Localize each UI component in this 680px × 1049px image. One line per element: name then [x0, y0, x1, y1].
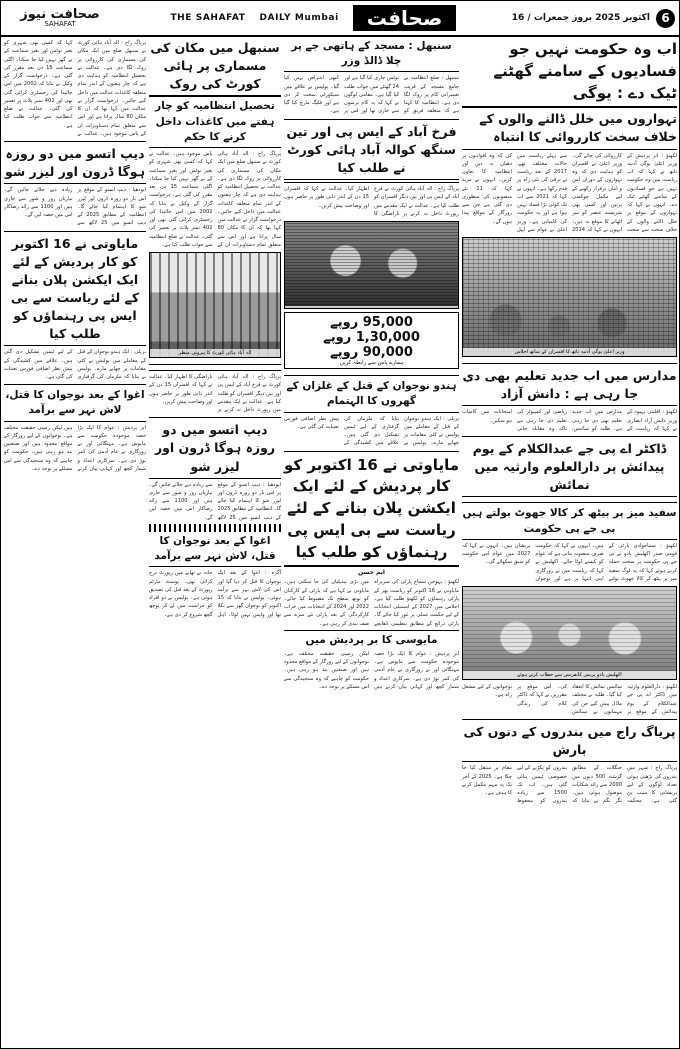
- column-mid-left: [149, 39, 281, 1047]
- column-mid-right: [284, 39, 459, 1047]
- drone-left-headline: مایاوتی نے 16 اکتوبر کو کار پردیش کے لئے ایک ایکشن پلان بنانے کے لئے ریاست سے بی ایس پی رہنماؤں کو طلب کیا: [10, 235, 140, 342]
- fatehabad-left-body: ایودھیا : دیپ اتسو کے موقع پر اس بار دو روزہ ڈرون اور لیزر شو کا اہتمام کیا جائے گا۔ انتظامیہ کے مطابق 2025 کے دیپ اتسو میں 25 لاکھ سے زیادہ دیے جلائے جائیں گے۔ تیاریاں زور و شور سے جاری ہیں اور 1100 سے زائد رضاکار اس میں حصہ لیں گے۔: [4, 187, 146, 227]
- decorative-rule: [149, 524, 281, 532]
- article-fatehabad: [149, 368, 281, 418]
- lead-subhead: تہواروں میں خلل ڈالنے والوں کے خلاف سخت کارروائی کا انتباہ: [479, 111, 677, 145]
- high-court-photo-caption: الہ آباد ہائی کورٹ کا بیرونی منظر: [150, 349, 280, 357]
- fatehabad-left-headline: دیپ اتسو میں دو روزہ ہوگا ڈرون اور لیزر شو: [5, 146, 145, 180]
- lead-photo-caption: وزیر اعلیٰ یوگی آدتیہ ناتھ کا افسران کے ساتھ اجلاس: [463, 348, 676, 356]
- article-lead: [462, 39, 677, 364]
- lead-headline: اب وہ حکومت نہیں جو فسادیوں کے سامنے گھٹنے ٹیک دے : یوگی: [493, 40, 677, 102]
- hindu-youth-body: بریلی : ایک ہندو نوجوان کے قتل کے معاملے میں پولیس نے کئی مقامات پر چھاپے مارے۔ پولیس نے بتایا کہ ملزمان کی گرفتاری کے لیے ٹیمیں تشکیل دی گئی ہیں۔ علاقے میں کشیدگی کے پیش نظر اضافی فورس تعینات کی گئی ہے۔: [284, 415, 459, 447]
- drone-left-body: بریلی : ایک ہندو نوجوان کے قتل کے معاملے میں پولیس نے کئی مقامات پر چھاپے مارے۔ پولیس نے بتایا کہ ملزمان کی گرفتاری کے لیے ٹیمیں تشکیل دی گئی ہیں۔ علاقے میں کشیدگی کے پیش نظر اضافی فورس تعینات کی گئی ہے۔: [4, 349, 146, 380]
- akhilesh-body: پریاگ راج : الہ آباد ہائی کورٹ نے فرخ آباد کے ایس پی اور تین دیگر افسران کو طلب کیا ہے۔ عدالت نے ایک مقدمے میں رپورٹ داخل نہ کرنے پر ناراضگی کا اظہار کیا۔ عدالت نے کہا کہ افسران 15 دن کے اندر ذاتی طور پر حاضر ہوں اور وضاحت پیش کریں۔: [284, 186, 459, 217]
- logo-urdu-text: صحافت نیوز: [20, 6, 100, 22]
- akhilesh-photo-caption: [285, 306, 458, 308]
- article-mayawati: [284, 455, 459, 695]
- monkeys-headline: پریاگ راج میں بندروں کے دنوں کی بارش: [463, 724, 676, 758]
- page-grid: [1, 37, 679, 1049]
- exhibition-photo-caption: اکھلیش یادو پریس کانفرنس سے خطاب کرتے ہوئے: [463, 671, 676, 679]
- murder-left-body: اتر پردیش : عوام کا ایک بڑا حصہ موجودہ حکومت سے مایوس ہے۔ مہنگائی اور بے روزگاری نے عام آدمی کی کمر توڑ دی ہے۔ سرکاری اعداد و شمار کچھ اور کہانی بیان کرتے ہیں لیکن زمینی حقیقت مختلف ہے۔ نوجوانوں کے لیے روزگار کے مواقع محدود ہیں اور صنعتیں بند ہو رہی ہیں۔ حکومت کو چاہیے کہ وہ سنجیدگی سے اس مسئلے پر توجہ دے۔: [4, 424, 146, 472]
- sambhal-masjid-body: سنبھل : ضلع انتظامیہ نے جامع مسجد کے قریب تعمیراتی کام پر روک لگا دی ہے۔ انتظامیہ کا کہنا ہے کہ متعلقہ فریق کو نوٹس جاری کیا گیا ہے اور 24 گھنٹے میں جواب طلب کیا گیا ہے۔ مقامی لوگوں نے کہا کہ یہ کام برسوں سے جاری تھا اور اس پر کبھی اعتراض نہیں کیا گیا۔ پولیس نے علاقے میں سیکورٹی سخت کر دی ہے اور فلیگ مارچ کیا گیا ہے۔: [284, 75, 459, 115]
- ad-note: ہمارے پاس سے رابطہ کریں: [339, 360, 404, 367]
- police-suspended-headline: مدارس میں اب جدید تعلیم بھی دی جا رہی ہے : دانش آزاد: [462, 368, 677, 402]
- article-police-suspended: [462, 367, 677, 437]
- article-sambhal-court: [149, 39, 281, 365]
- akhilesh-headline: فرخ آباد کے ایس پی اور تین سنگھ کوالہ آباد ہائی کورٹ نے طلب کیا: [286, 123, 457, 175]
- logo-sub-text: SAHAFAT: [44, 20, 76, 29]
- monkeys-body: پریاگ راج : شہر میں بندروں کی بڑھتی ہوئی تعداد لوگوں کے لیے پریشانی کا سبب بن گئی ہے۔ محکمہ جنگلات کے مطابق گزشتہ 500 دنوں میں 2000 سے زائد شکایات موصول ہوئی ہیں۔ نگر نگم نے بتایا کہ بندروں کو پکڑنے کے لیے خصوصی ٹیمیں بنائی گئی ہیں۔ اب تک 1500 سے زیادہ بندروں کو محفوظ مقام پر منتقل کیا جا چکا ہے۔ 2025 کے آخر تک یہ مہم مکمل کرنے کا ہدف ہے۔: [462, 765, 677, 805]
- exhibition-body: لکھنؤ : سماجوادی پارٹی کے قومی صدر اکھلیش یادو نے بی جے پی حکومت پر سخت حملہ کرتے ہوئے کہا کہ یہ لوگ سفید میز پر بیٹھ کر کالا جھوٹ بولتے ہیں۔ انہوں نے کہا کہ حکومت صرف منصوبہ بناتی ہے کہ عوام کو کیسے لوٹا جائے۔ اکھلیش نے کہا کہ ریاست میں بے روزگاری اپنی انتہا پر ہے اور نوجوان پریشان ہیں۔ انہوں نے کہا کہ 2027 میں عوام اس حکومت کو سبق سکھائے گی۔: [462, 542, 677, 582]
- article-exhibition: [462, 506, 677, 720]
- high-court-photo: [149, 252, 281, 358]
- article-akhilesh: [284, 123, 459, 376]
- drone-headline: دیپ اتسو میں دو روزہ ہوگا ڈرون اور لیزر شو: [154, 422, 276, 474]
- masthead-urdu-title: صحافت: [353, 5, 457, 31]
- sambhal-court-body-cont: پریاگ راج : الہ آباد ہائی کورٹ نے سنبھل ضلع میں ایک مکان کی مسماری کی کارروائی پر روک لگا دی ہے۔ عدالت نے تحصیل انتظامیہ کو ہدایت دی ہے کہ چار ہفتوں کے اندر تمام متعلقہ کاغذات عدالت میں داخل کیے جائیں۔ درخواست گزار نے عدالت میں کہا تھا کہ ان کا مکان 80 سال پرانا ہے اور اس سے متعلق تمام دستاویزات ان کے پاس موجود ہیں۔ عدالت نے کہا کہ کسی بھی شہری کو بغیر نوٹس اور بغیر سماعت کے بے گھر نہیں کیا جا سکتا۔ اگلی سماعت 15 دن بعد مقرر کی گئی ہے۔ درخواست گزار کے وکیل نے بتایا کہ 2002 میں اس جائیدا کی رجسٹری کرائی گئی تھی اور 402 نمبر پلاٹ پر تعمیر کی گئی۔ عدالت نے ضلع انتظامیہ سے جواب طلب کیا ہے۔: [4, 40, 146, 137]
- left-sidebar-top: [4, 39, 146, 142]
- sambhal-masjid-headline: سنبھل : مسجد کے ہاتھی جے پر چلا ڈالڈ وزر: [291, 40, 452, 68]
- date-line: 16 / اکتوبر 2025 بروز جمعرات: [511, 13, 650, 23]
- lead-photo: [462, 237, 677, 357]
- editorial-headline: مایوسی کا بر پردیش میں: [305, 633, 438, 646]
- hindu-youth-headline: ہندو نوجوان کے قتل کے غلزان کے گھروں کا الہتمام: [286, 380, 457, 408]
- masthead: [1, 1, 679, 37]
- lead-body: لکھنؤ : اتر پردیش کے وزیر اعلیٰ یوگی آدتیہ ناتھ نے کہا کہ اب ریاست میں وہ حکومت نہیں ہے جو فسادیوں کے سامنے گھٹنے ٹیک دے۔ انہوں نے کہا کہ تہواروں کے موقع پر خلل ڈالنے والوں کے خلاف سخت سے سخت کارروائی کی جائے گی۔ وزیر اعلیٰ نے افسران کو ہدایت دی کہ وہ تہواروں کے دوران امن و امان برقرار رکھنے کے لیے مکمل چوکسی برتیں اور کسی بھی شرپسند عنصر کو سر اٹھانے کا موقع نہ دیں۔ انہوں نے کہا کہ 2014 سے پہلے ریاست میں حالات مختلف تھے، 2017 کے بعد ریاست نے ترقی کی نئی راہ پر قدم رکھا ہے۔ انہوں نے کہا کہ 2021 سے اب تک کوئی بڑا فساد نہیں ہوا ہے اور یہ حکومت کی کامیابی ہے۔ وزیر اعلیٰ نے عوام سے اپیل کی کہ وہ افواہوں پر دھیان نہ دیں اور انتظامیہ کا تعاون کریں۔ انہوں نے مزید کہا کہ 11 نئے منصوبوں کی منظوری دی گئی ہے جن سے روزگار کے مواقع پیدا ہوں گے۔: [462, 152, 677, 233]
- article-drone-left: [4, 235, 146, 386]
- murder-left-headline: اغوا کے بعد نوجوان کا قتل، لاش نہر سے برآمد: [5, 389, 145, 417]
- masthead-english-title: THE SAHAFAT: [170, 13, 246, 23]
- murder-body: آگرہ : اغوا کے بعد ایک نوجوان کا قتل کر دیا گیا اور اس کی لاش نہر سے برآمد ہوئی۔ پولیس نے بتایا کہ 15 اکتوبر کو نوجوان گھر سے نکلا تھا اور واپس نہیں لوٹا۔ اہل خانہ نے تھانے میں رپورٹ درج کرائی تھی۔ پوسٹ مارٹم رپورٹ کے بعد قتل کی تصدیق ہوئی ہے۔ پولیس نے دو افراد کو حراست میں لے کر پوچھ گچھ شروع کر دی ہے۔: [149, 570, 281, 618]
- ad-price-1: 95,000 روپے: [330, 315, 413, 331]
- fatehabad-body: پریاگ راج : الہ آباد ہائی کورٹ نے فرخ آباد کے ایس پی اور تین دیگر افسران کو طلب کیا ہے۔ عدالت نے ایک مقدمے میں رپورٹ داخل نہ کرنے پر ناراضگی کا اظہار کیا۔ عدالت نے کہا کہ افسران 15 دن کے اندر ذاتی طور پر حاضر ہوں اور وضاحت پیش کریں۔: [149, 374, 281, 414]
- article-hindu-youth: [284, 379, 459, 451]
- masthead-right: [512, 9, 675, 28]
- mayawati-body: لکھنؤ : بہوجن سماج پارٹی کی سربراہ مایاوتی نے 16 اکتوبر کو ریاست بھر کے پارٹی رہنماؤں کو لکھنؤ طلب کیا ہے۔ اجلاس میں 2027 کے اسمبلی انتخابات کے لیے حکمت عملی پر غور کیا جائے گا۔ پارٹی ذرائع کے مطابق تنظیمی ڈھانچے میں بڑی تبدیلیاں کی جا سکتی ہیں۔ مایاوتی نے کہا ہے کہ پارٹی کے کارکنان کو بوتھ سطح تک مضبوط کیا جائے۔ 2022 اور 2024 کے انتخابات میں خراب کارکردگی کے بعد پارٹی نئے سرے سے صف بندی کر رہی ہے۔: [284, 579, 460, 627]
- madaris-body: لکھنؤ : دارالعلوم وارثیہ میں ڈاکٹر اے پی جے عبدالکلام کے یوم پیدائش کے موقع پر سائنس نمائش کا انعقاد کیا گیا۔ طلبہ نے مختلف ماڈل پیش کیے جن کی مہمانوں نے ستائش کی۔ اس موقع پر مقررین نے کہا کہ ڈاکٹر کلام کی زندگی نوجوانوں کے لیے مشعل راہ ہے۔: [462, 684, 677, 715]
- murder-headline: اغوا کے بعد نوجوان کا قتل، لاش نہر سے برآمد: [154, 534, 276, 563]
- article-sambhal-masjid: [284, 39, 459, 120]
- newspaper-logo: [5, 3, 115, 33]
- ad-price-2: 1,30,000 روپے: [323, 330, 420, 346]
- sambhal-court-subhead: تحصیل انتظامیہ کو چار ہفتے میں کاغذات داخل کرنے کا حکم: [155, 100, 275, 143]
- ad-price-box: [284, 312, 459, 369]
- madaris-headline: ڈاکٹر اے پی جے عبدالکلام کے یوم پیدائش پر دارالعلوم وارثیہ میں نمائش: [472, 441, 667, 493]
- article-drone: [149, 421, 281, 622]
- column-right: [462, 39, 677, 1047]
- masthead-center: [115, 5, 512, 31]
- mayawati-headline: مایاوتی نے 16 اکتوبر کو کار پردیش کے لئے ایک ایکشن پلان بنانے کے لئے ریاست سے بی ایس پی رہنماؤں کو طلب کیا: [284, 455, 459, 561]
- article-monkeys: [462, 723, 677, 809]
- article-fatehabad-left: [4, 145, 146, 232]
- column-left: [4, 39, 146, 1047]
- page-number: 6: [656, 9, 675, 28]
- mayawati-byline: ایم حسن: [358, 569, 385, 577]
- sambhal-court-body: پریاگ راج : الہ آباد ہائی کورٹ نے سنبھل ضلع میں ایک مکان کی مسماری کی کارروائی پر روک لگا دی ہے۔ عدالت نے تحصیل انتظامیہ کو ہدایت دی ہے کہ چار ہفتوں کے اندر تمام متعلقہ کاغذات عدالت میں داخل کیے جائیں۔ درخواست گزار نے عدالت میں کہا تھا کہ ان کا مکان 80 سال پرانا ہے اور اس سے متعلق تمام دستاویزات ان کے پاس موجود ہیں۔ عدالت نے کہا کہ کسی بھی شہری کو بغیر نوٹس اور بغیر سماعت کے بے گھر نہیں کیا جا سکتا۔ اگلی سماعت 15 دن بعد مقرر کی گئی ہے۔ درخواست گزار کے وکیل نے بتایا کہ 2002 میں اس جائیدا کی رجسٹری کرائی گئی تھی اور 402 نمبر پلاٹ پر تعمیر کی گئی۔ عدالت نے ضلع انتظامیہ سے جواب طلب کیا ہے۔: [149, 151, 281, 248]
- ad-price-3: 90,000 روپے: [330, 345, 413, 361]
- article-murder-left: [4, 388, 146, 476]
- sambhal-court-headline: سنبھل میں مکان کی مسماری پر ہائی کورٹ کی روک: [150, 40, 280, 92]
- exhibition-photo: [462, 586, 677, 680]
- police-suspended-body: لکھنؤ : اقلیتی بہبود کے وزیر دانش آزاد انصاری نے کہا کہ ریاست کے مدارس میں اب جدید تعلیم بھی دی جا رہی ہے۔ طلبہ کو سائنس، ریاضی اور کمپیوٹر کی تعلیم دی جا رہی ہے تاکہ وہ مقابلہ جاتی امتحانات میں کامیاب ہو سکیں۔: [462, 409, 677, 432]
- masthead-english-sub: DAILY Mumbai: [259, 13, 339, 23]
- article-madaris: [462, 440, 677, 503]
- drone-body: ایودھیا : دیپ اتسو کے موقع پر اس بار دو روزہ ڈرون اور لیزر شو کا اہتمام کیا جائے گا۔ انتظامیہ کے مطابق 2025 کے دیپ اتسو میں 25 لاکھ سے زیادہ دیے جلائے جائیں گے۔ تیاریاں زور و شور سے جاری ہیں اور 1100 سے زائد رضاکار اس میں حصہ لیں گے۔: [149, 481, 281, 521]
- editorial-body: اتر پردیش : عوام کا ایک بڑا حصہ موجودہ حکومت سے مایوس ہے۔ مہنگائی اور بے روزگاری نے عام آدمی کی کمر توڑ دی ہے۔ سرکاری اعداد و شمار کچھ اور کہانی بیان کرتے ہیں لیکن زمینی حقیقت مختلف ہے۔ نوجوانوں کے لیے روزگار کے مواقع محدود ہیں اور صنعتیں بند ہو رہی ہیں۔ حکومت کو چاہیے کہ وہ سنجیدگی سے اس مسئلے پر توجہ دے۔: [284, 650, 459, 690]
- exhibition-headline: سفید میز پر بیٹھ کر کالا جھوٹ بولتے ہیں بی جے پی حکومت: [462, 507, 677, 535]
- akhilesh-photo: [284, 221, 459, 309]
